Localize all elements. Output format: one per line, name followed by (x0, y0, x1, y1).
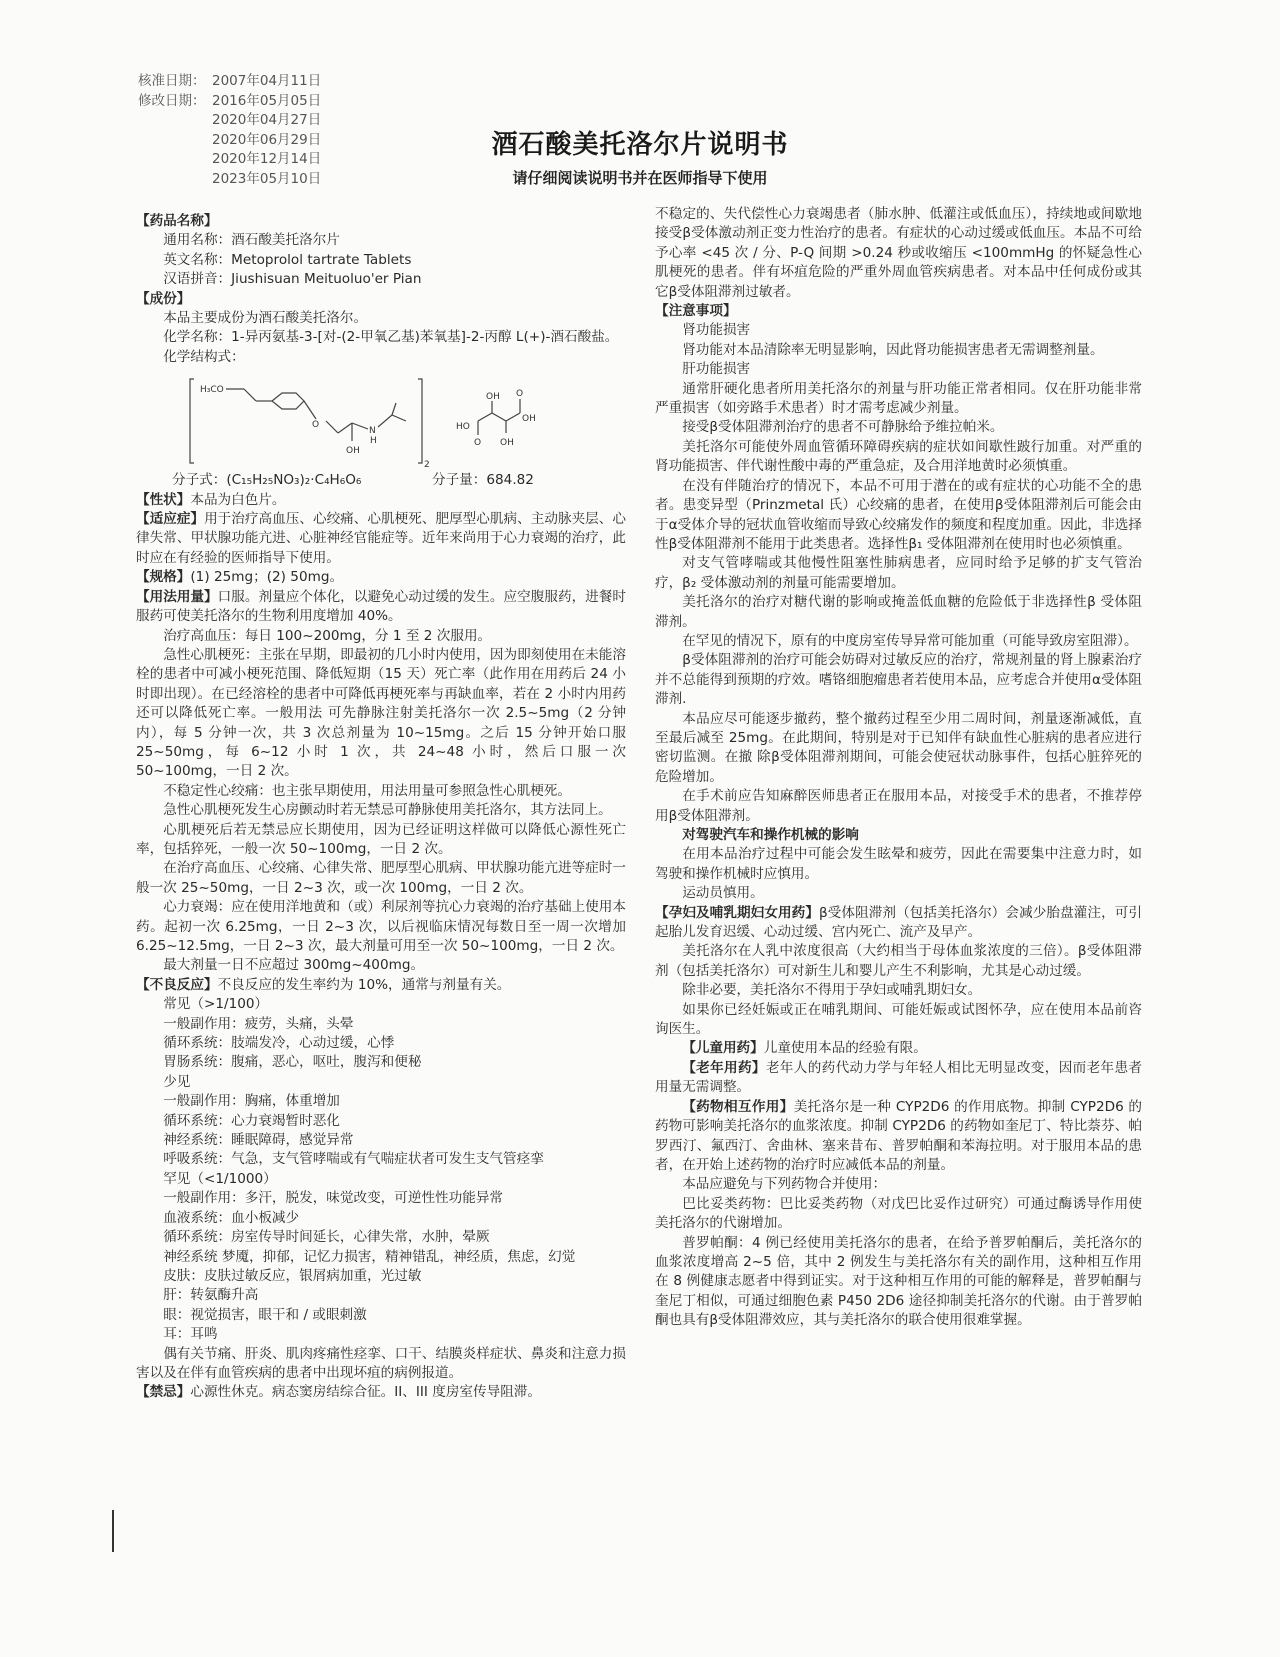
pinyin-name: 汉语拼音：Jiushisuan Meituoluo'er Pian (163, 271, 422, 288)
label-acid-oh: OH (522, 414, 536, 425)
precaution-av-block: 在罕见的情况下，原有的中度房室传导异常可能加重（可能导致房室阻滞）。 (682, 632, 1138, 649)
adverse-reactions (136, 976, 626, 995)
approval-date: 2007年04月11日 (212, 73, 322, 89)
revision-date-row (138, 92, 321, 112)
adverse-item: 耳：耳鸣 (163, 1326, 218, 1343)
precaution-verapamil: 接受β受体阻滞剂治疗的患者不可静脉给予维拉帕米。 (682, 419, 1004, 436)
adverse-text: 不良反应的发生率约为 10%，通常与剂量有关。 (217, 976, 511, 993)
usage-angina: 不稳定性心绞痛：也主张早期使用，用法用量可参照急性心肌梗死。 (163, 782, 571, 799)
revision-date-label: 修改日期： (138, 92, 206, 109)
liver-text: 通常肝硬化患者所用美托洛尔的剂量与肝功能正常者相同。仅在肝功能非常严重损害（如旁路手术患者）时才需考虑减少剂量。 (655, 380, 1142, 417)
molecular-weight: 分子量：684.82 (432, 472, 534, 489)
adverse-item: 肝：转氨酶升高 (163, 1287, 259, 1304)
formula-row (172, 471, 626, 490)
adverse-item: 呼吸系统：气急，支气管哮喘或有气喘症状者可发生支气管痉挛 (163, 1151, 544, 1168)
label-carboxyl-oh: OH (486, 392, 500, 403)
section-heading-composition: 【成份】 (136, 290, 191, 307)
usage (136, 588, 626, 627)
label-h3co: H₃CO (200, 385, 224, 396)
section-heading-geriatric: 【老年用药】 (682, 1059, 766, 1076)
specifications-text: (1) 25mg；(2) 50mg。 (190, 569, 344, 586)
adverse-item: 罕见（<1/1000） (163, 1170, 277, 1187)
label-nitrogen: N (369, 426, 376, 437)
adverse-item: 常见（>1/100） (163, 996, 269, 1013)
section-heading-characteristics: 【性状】 (136, 491, 191, 508)
revision-date: 2023年05月10日 (212, 170, 322, 187)
indications-text: 用于治疗高血压、心绞痛、心肌梗死、肥厚型心肌病、主动脉夹层、心律失常、甲状腺功能亢进、心脏神经官能症等。近年来尚用于心力衰竭的治疗，此时应在有经验的医师指导下使用。 (136, 511, 627, 566)
contraindications (136, 1383, 626, 1402)
left-column (136, 212, 626, 1403)
document-title: 酒石酸美托洛尔片说明书 (491, 130, 789, 160)
contraindications-continued: 不稳定的、失代偿性心力衰竭患者（肺水肿、低灌注或低血压），持续地或间歇地接受β受体激动剂正变力性治疗的患者。有症状的心动过缓或低血压。本品不可给予心率 <45 次 / 分、P-Q 间期 >0.24 秒或收缩压 <100mmHg 的怀疑急性心肌梗死的患者。伴有坏疽危险的严重外周血管疾病患者。对本品中任何成份或其它β受体阻滞剂过敏者。 (655, 206, 1142, 300)
adverse-item: 循环系统：房室传导时间延长，心律失常，水肿，晕厥 (163, 1229, 490, 1246)
label-carbonyl-o: O (516, 389, 524, 400)
characteristics (136, 491, 626, 510)
adverse-item: 眼：视觉损害，眼干和 / 或眼刺激 (163, 1306, 367, 1323)
adverse-rare-reports: 偶有关节痛、肝炎、肌肉疼痛性痉挛、口干、结膜炎样症状、鼻炎和注意力损害以及在伴有血管疾病的患者中出现坏疽的病例报道。 (136, 1345, 626, 1381)
pediatric (655, 1039, 1142, 1058)
adverse-item: 一般副作用：疲劳，头痛，头晕 (163, 1015, 354, 1032)
structure-svg (156, 371, 576, 471)
interactions-text: 美托洛尔是一种 CYP2D6 的作用底物。抑制 CYP2D6 的药物可影响美托洛尔的血浆浓度。抑制 CYP2D6 的药物如奎尼丁、特比萘芬、帕罗西汀、氟西汀、舍曲林、塞来昔布、普罗帕酮和苯海拉明。对于服用本品的患者，在开始上述药物的治疗时应减低本品的剂量。 (655, 1098, 1143, 1173)
revision-date: 2020年12月14日 (212, 151, 322, 167)
driving-text: 在用本品治疗过程中可能会发生眩晕和疲劳，因此在需要集中注意力时，如驾驶和操作机械时应慎用。 (655, 846, 1142, 882)
chemical-structure-diagram (156, 371, 626, 471)
characteristics-text: 本品为白色片。 (190, 491, 286, 508)
precaution-withdrawal: 本品应尽可能逐步撤药，整个撤药过程至少用二周时间，剂量逐渐减低，直至最后减至 25mg。在此期间，特别是对于已知伴有缺血性心脏病的患者应进行密切监测。在撤 除β受体阻滞剂期间，可能会使冠状动脉事件，包括心脏猝死的危险增加。 (655, 710, 1142, 785)
chemical-name: 化学名称：1-异丙氨基-3-[对-(2-甲氧乙基)苯氧基]-2-丙醇 L(+)-酒石酸盐。 (163, 329, 619, 346)
approval-date-label: 核准日期： (138, 73, 206, 89)
usage-general: 在治疗高血压、心绞痛、心律失常、肥厚型心肌病、甲状腺功能亢进等症时一般一次 25~50mg，一日 2~3 次，或一次 100mg，一日 2 次。 (136, 860, 626, 896)
section-heading-adverse: 【不良反应】 (136, 976, 218, 993)
precaution-asthma: 对支气管哮喘或其他慢性阻塞性肺病患者，应同时给予足够的扩支气管治疗，β₂ 受体激动剂的剂量可能需要增加。 (655, 555, 1142, 591)
composition-main: 本品主要成份为酒石酸美托洛尔。 (163, 310, 368, 327)
structure-label: 化学结构式： (163, 348, 245, 365)
molecular-formula: 分子式：(C₁₅H₂₅NO₃)₂·C₄H₆O₆ (172, 472, 362, 489)
section-heading-indications: 【适应症】 (136, 511, 205, 528)
section-heading-name: 【药品名称】 (136, 213, 218, 229)
precaution-anaphylaxis: β受体阻滞剂的治疗可能会妨碍对过敏反应的治疗，常规剂量的肾上腺素治疗并不总能得到预期的疗效。嗜铬细胞瘤患者若使用本品，应考虑合并使用α受体阻滞剂. (655, 652, 1142, 708)
section-heading-pregnancy: 【孕妇及哺乳期妇女用药】 (655, 904, 819, 921)
approval-date-row (138, 72, 321, 92)
adverse-item: 神经系统：睡眠障碍，感觉异常 (163, 1132, 354, 1149)
pregnancy-avoid: 除非必要，美托洛尔不得用于孕妇或哺乳期妇女。 (682, 982, 982, 999)
adverse-item: 少见 (163, 1073, 191, 1090)
indications (136, 510, 626, 568)
document-subtitle: 请仔细阅读说明书并在医师指导下使用 (512, 169, 768, 187)
section-heading-precautions: 【注意事项】 (655, 303, 737, 320)
revision-date: 2020年04月27日 (212, 112, 322, 128)
usage-max-dose: 最大剂量一日不应超过 300mg~400mg。 (163, 957, 425, 974)
label-ho: HO (456, 422, 470, 433)
label-hydrogen: H (370, 436, 377, 447)
adverse-item: 胃肠系统：腹痛，恶心，呕吐，腹泻和便秘 (163, 1054, 422, 1071)
label-oh-lower: OH (500, 438, 514, 449)
usage-af: 急性心肌梗死发生心房颤动时若无禁忌可静脉使用美托洛尔，其方法同上。 (163, 802, 612, 819)
contraindications-text: 心源性休克。病态窦房结综合征。II、III 度房室传导阻滞。 (190, 1384, 541, 1401)
label-o-lower: O (474, 438, 482, 449)
section-heading-specifications: 【规格】 (136, 569, 191, 586)
label-ether-o: O (312, 420, 320, 431)
interactions-barbiturates: 巴比妥类药物：巴比妥类药物（对戊巴比妥作过研究）可通过酶诱导作用使美托洛尔的代谢增加。 (655, 1195, 1142, 1232)
adverse-item: 一般副作用：胸痛，体重增加 (163, 1093, 340, 1110)
renal-heading: 肾功能损害 (682, 322, 751, 339)
section-heading-pediatric: 【儿童用药】 (682, 1040, 764, 1057)
adverse-item: 血液系统：血小板减少 (163, 1209, 300, 1226)
revision-date: 2020年06月29日 (212, 131, 322, 148)
usage-mi: 急性心肌梗死：主张在早期，即最初的几小时内使用，因为即刻使用在未能溶栓的患者中可减小梗死范围、降低短期（15 天）死亡率（此作用在用药后 24 小时即出现）。在已经溶栓的患者中可降低再梗死率与再缺血率，若在 2 小时内用药还可以降低死亡率。一般用法 可先静脉注射美托洛尔一次 2.5~5mg（2 分钟内），每 5 分钟一次，共 3 次总剂量为 10~15mg。之后 15 分钟开始口服 25~50mg，每 6~12 小时 1 次，共 24~48 小时，然后口服一次 50~100mg，一日 2 次。 (136, 646, 626, 780)
pregnancy-milk: 美托洛尔在人乳中浓度很高（大约相当于母体血浆浓度的三倍）。β受体阻滞剂（包括美托洛尔）可对新生儿和婴儿产生不利影响，尤其是心动过缓。 (655, 943, 1142, 979)
adverse-item: 皮肤：皮肤过敏反应，银屑病加重，光过敏 (163, 1267, 422, 1284)
adverse-item: 一般副作用：多汗，脱发，味觉改变，可逆性性功能异常 (163, 1190, 504, 1207)
geriatric (655, 1059, 1142, 1098)
precaution-peripheral: 美托洛尔可能使外周血管循环障碍疾病的症状如间歇性跛行加重。对严重的肾功能损害、伴代谢性酸中毒的严重急症，及合用洋地黄时必须慎重。 (655, 438, 1142, 475)
right-column (655, 205, 1142, 1331)
section-heading-usage: 【用法用量】 (136, 588, 218, 605)
pregnancy (655, 904, 1142, 943)
section-heading-contraindications: 【禁忌】 (136, 1384, 191, 1401)
interactions (655, 1098, 1142, 1176)
usage-text: 口服。剂量应个体化，以避免心动过缓的发生。应空腹服药，进餐时服药可使美托洛尔的生物利用度增加 40%。 (136, 588, 626, 625)
pediatric-text: 儿童使用本品的经验有限。 (763, 1040, 927, 1057)
precaution-surgery: 在手术前应告知麻醉医师患者正在服用本品，对接受手术的患者，不推荐停用β受体阻滞剂。 (655, 788, 1142, 824)
usage-post-mi: 心肌梗死后若无禁忌应长期使用，因为已经证明这样做可以降低心源性死亡率，包括猝死，一般一次 50~100mg，一日 2 次。 (136, 821, 626, 857)
usage-heart-failure: 心力衰竭：应在使用洋地黄和（或）利尿剂等抗心力衰竭的治疗基础上使用本药。起初一次 6.25mg，一日 2~3 次，以后视临床情况每数日至一周一次增加 6.25~12.5mg，一日 2~3 次，最大剂量可用至一次 50~100mg，一日 2 次。 (136, 899, 626, 954)
adverse-item: 神经系统 梦魇，抑郁，记忆力损害，精神错乱，神经质，焦虑，幻觉 (163, 1248, 576, 1265)
geriatric-text: 老年人的药代动力学与年轻人相比无明显改变，因而老年患者用量无需调整。 (655, 1059, 1143, 1096)
liver-heading: 肝功能损害 (682, 361, 751, 378)
precaution-glucose: 美托洛尔的治疗对糖代谢的影响或掩盖低血糖的危险低于非选择性β 受体阻滞剂。 (655, 594, 1142, 630)
interactions-avoid: 本品应避免与下列药物合并使用： (682, 1176, 887, 1193)
pregnancy-consult: 如果你已经妊娠或正在哺乳期间、可能妊娠或试图怀孕，应在使用本品前咨询医生。 (655, 1001, 1142, 1038)
section-heading-interactions: 【药物相互作用】 (682, 1098, 794, 1115)
revision-date: 2016年05月05日 (212, 92, 322, 109)
renal-text: 肾功能对本品清除率无明显影响，因此肾功能损害患者无需调整剂量。 (682, 341, 1104, 358)
precaution-heart: 在没有伴随治疗的情况下，本品不可用于潜在的或有症状的心功能不全的患者。患变异型（Prinzmetal 氏）心绞痛的患者，在使用β受体阻滞剂后可能会由于α受体介导的冠状血管收缩而导致心绞痛发作的频度和程度加重。因此，非选择性β受体阻滞剂不能用于此类患者。选择性β₁ 受体阻滞剂在使用时也必须慎重。 (655, 477, 1142, 552)
english-name: 英文名称：Metoprolol tartrate Tablets (163, 251, 412, 268)
generic-name: 通用名称：酒石酸美托洛尔片 (163, 232, 340, 249)
scan-edge-mark (112, 1510, 114, 1552)
usage-hypertension: 治疗高血压：每日 100~200mg，分 1 至 2 次服用。 (163, 627, 492, 644)
label-sub2: 2 (424, 460, 430, 471)
specifications (136, 568, 626, 587)
driving-heading: 对驾驶汽车和操作机械的影响 (682, 827, 859, 843)
adverse-item: 循环系统：心力衰竭暂时恶化 (163, 1112, 340, 1129)
athletes-note: 运动员慎用。 (682, 885, 764, 902)
interactions-propafenone: 普罗帕酮：4 例已经使用美托洛尔的患者，在给予普罗帕酮后，美托洛尔的血浆浓度增高 2~5 倍，其中 2 例发生与美托洛尔有关的副作用，这种相互作用在 8 例健康志愿者中得到证实。对于这种相互作用的可能的解释是，普罗帕酮与奎尼丁相似，可通过细胞色素 P450 2D6 途径抑制美托洛尔的代谢。由于普罗帕酮也具有β受体阻滞效应，其与美托洛尔的联合使用很难掌握。 (655, 1234, 1142, 1329)
pregnancy-text: β受体阻滞剂（包括美托洛尔）会减少胎盘灌注，可引起胎儿发育迟缓、心动过缓、宫内死亡、流产及早产。 (655, 904, 1142, 941)
adverse-item: 循环系统：肢端发冷，心动过缓，心悸 (163, 1035, 395, 1052)
label-hydroxyl: OH (346, 446, 360, 457)
